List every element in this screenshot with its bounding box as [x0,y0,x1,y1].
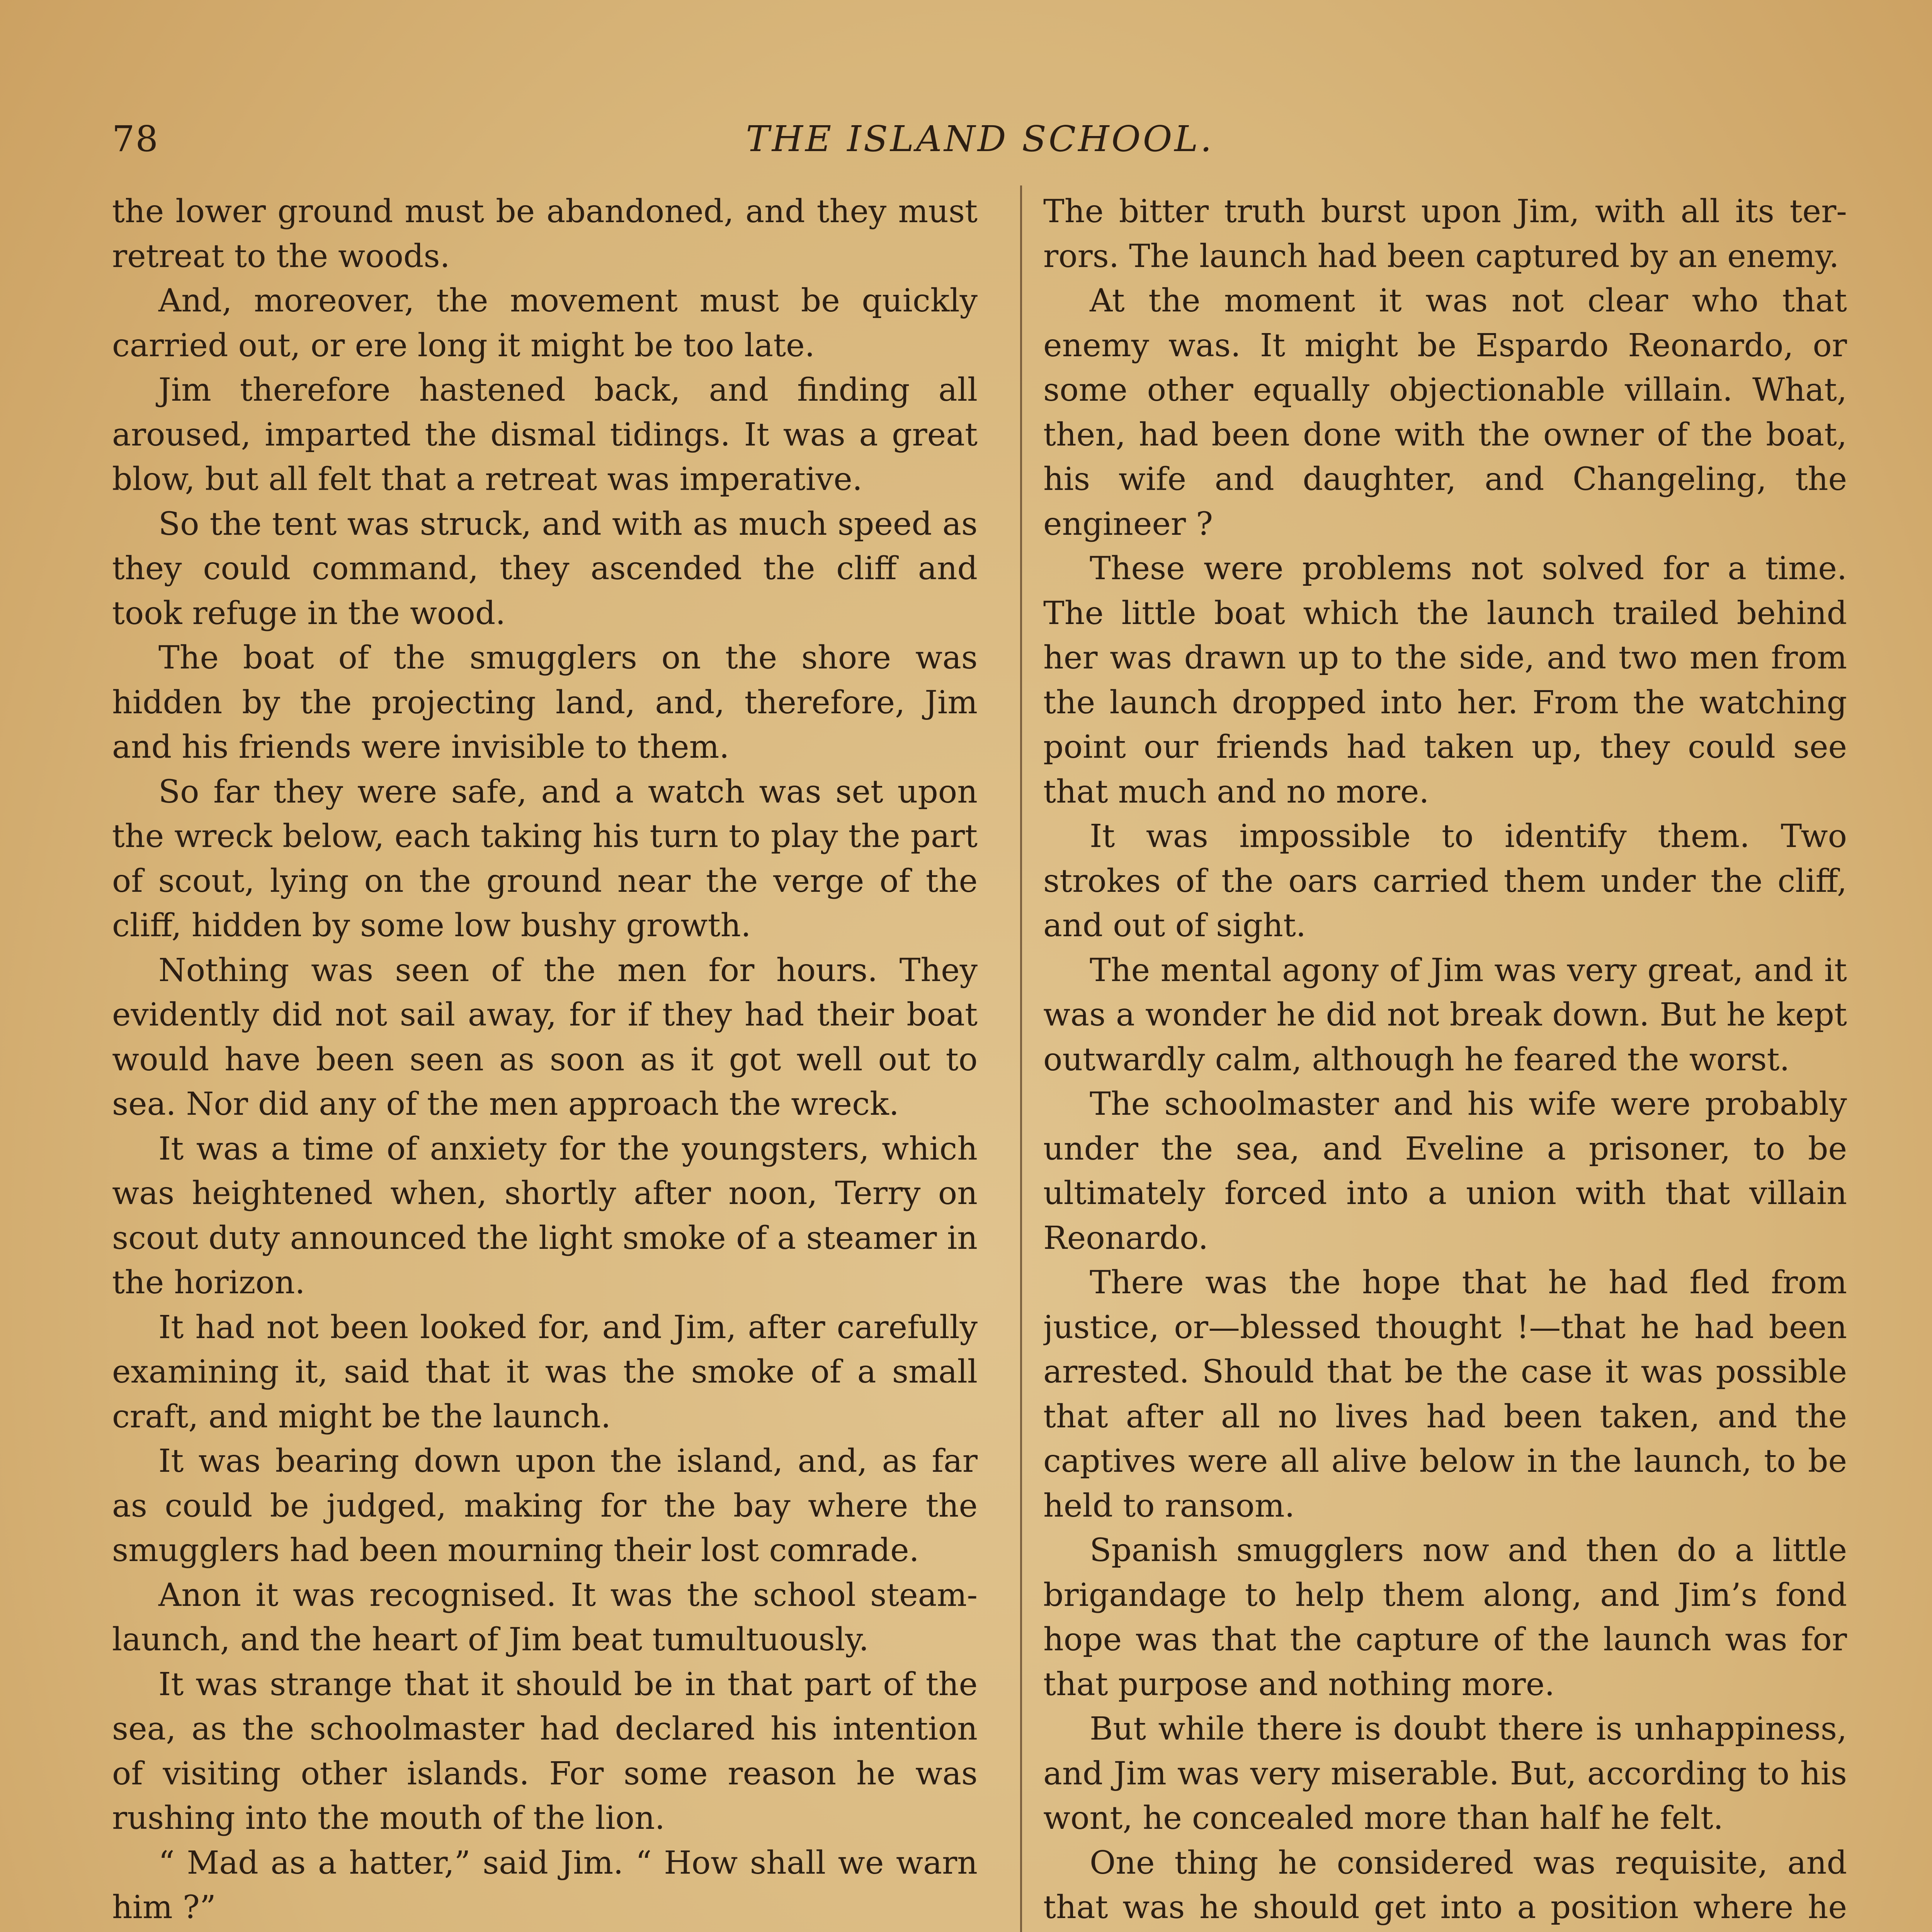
paragraph: The boat of the smugglers on the shore was hidden by the projecting land, and, therefore, Jim and his friends were invisible to them. [112,639,978,765]
paragraph: So far they were safe, and a watch was set upon the wreck below, each taking his turn to play the part of scout, lying on the ground near the verge of the cliff, hidden by some low bushy growth. [112,773,978,944]
column-divider [1020,185,1022,1932]
paragraph: The mental agony of Jim was very great, and it was a wonder he did not break down. But he kept outwardly calm, although he feared the worst. [1043,952,1847,1078]
paragraph: The schoolmaster and his wife were probably under the sea, and Eveline a prisoner, to be ultimately forced into a union with that villain Reonardo. [1043,1086,1847,1257]
paragraph: the lower ground must be abandoned, and they must retreat to the woods. [112,193,978,275]
paragraph: It was impossible to identify them. Two strokes of the oars carried them under the cliff, and out of sight. [1043,818,1847,944]
text-columns [112,189,1847,1932]
paragraph: “ Mad as a hatter,” said Jim. “ How shall we warn him ?” [112,1844,978,1926]
paragraph: These were problems not solved for a time. The little boat which the launch trailed behind her was drawn up to the side, and two men from the launch dropped into her. From the watching point our friends had taken up, they could see that much and no more. [1043,550,1847,810]
paragraph: Spanish smugglers now and then do a little brigandage to help them along, and Jim’s fond hope was that the capture of the launch was for that purpose and nothing more. [1043,1532,1847,1703]
paragraph: So the tent was struck, and with as much speed as they could command, they ascended the cliff and took refuge in the wood. [112,505,978,632]
paragraph: And, moreover, the movement must be quickly carried out, or ere long it might be too late. [112,282,978,364]
paragraph: It was a time of anxiety for the youngsters, which was heightened when, shortly after noon, Terry on scout duty announced the light smoke of a steamer in the horizon. [112,1130,978,1301]
paragraph: It was strange that it should be in that part of the sea, as the schoolmaster had declared his intention of visiting other islands. For some reason he was rushing into the mouth of the lion. [112,1666,978,1837]
paragraph: But while there is doubt there is unhappiness, and Jim was very miserable. But, according to his wont, he concealed more than half he felt. [1043,1711,1847,1837]
running-title: THE ISLAND SCHOOL. [746,118,1214,160]
paragraph: It was bearing down upon the island, and, as far as could be judged, making for the bay where the smugglers had been mourning their lost comrade. [112,1443,978,1569]
page-number: 78 [112,118,159,160]
paragraph: Anon it was recognised. It was the school steam-launch, and the heart of Jim beat tumultuously. [112,1577,978,1658]
paragraph: One thing he considered was requisite, and that was he should get into a position where he [1043,1844,1847,1926]
paragraph: The bitter truth burst upon Jim, with all its ter-rors. The launch had been captured by an enemy. [1043,193,1847,275]
paragraph: There was the hope that he had fled from justice, or—blessed thought !—that he had been arrested. Should that be the case it was possible that after all no lives had been taken, and the captives were all alive below in the launch, to be held to ransom. [1043,1264,1847,1524]
page-header [112,116,1848,162]
paragraph: Jim therefore hastened back, and finding all aroused, imparted the dismal tidings. It was a great blow, but all felt that a retreat was imperative. [112,372,978,498]
paragraph: Nothing was seen of the men for hours. They evidently did not sail away, for if they had their boat would have been seen as soon as it got well out to sea. Nor did any of the men approach the wreck. [112,952,978,1122]
paragraph [112,1930,978,1932]
right-column [1043,189,1847,1932]
paragraph: At the moment it was not clear who that enemy was. It might be Espardo Reonardo, or some other equally objectionable villain. What, then, had been done with the owner of the boat, his wife and daughter, and Changeling, the engineer ? [1043,282,1847,543]
left-column [112,189,978,1932]
paragraph: It had not been looked for, and Jim, after carefully examining it, said that it was the smoke of a small craft, and might be the launch. [112,1309,978,1435]
